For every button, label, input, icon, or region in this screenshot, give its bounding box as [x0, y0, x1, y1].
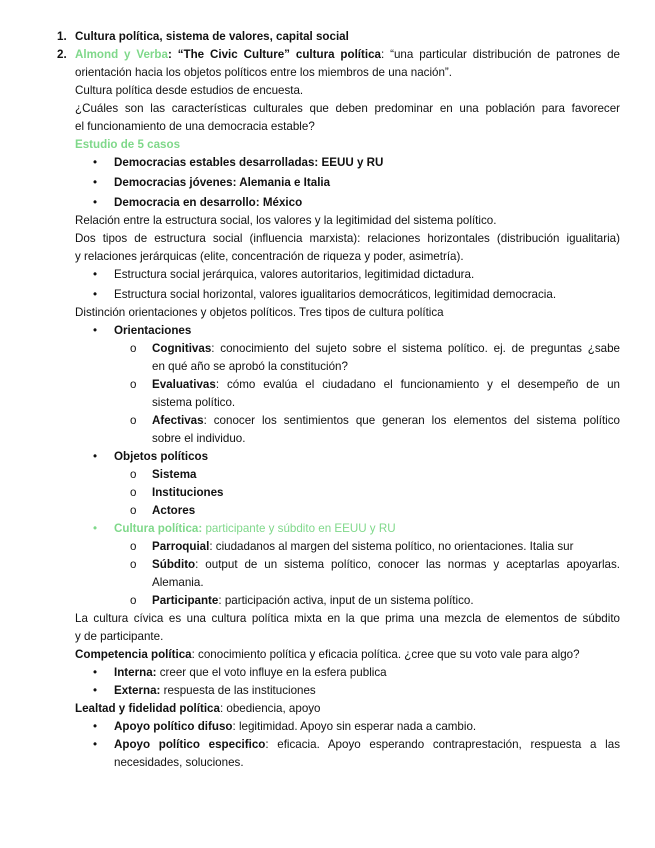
authors-name: Almond y Verba: [75, 48, 168, 61]
document-page: [0, 28, 655, 772]
list-item: [93, 520, 620, 538]
term: Lealtad y fidelidad política: [75, 702, 220, 715]
paragraph-line: Distinción orientaciones y objetos políticos. Tres tipos de cultura política: [75, 306, 444, 319]
definition: : participación activa, input de un sistema político.: [218, 594, 474, 607]
definition: : conocimiento del sujeto sobre el sistema político. ej. de preguntas ¿sabe: [211, 342, 620, 355]
definition: : legitimidad. Apoyo sin esperar nada a cambio.: [232, 720, 477, 733]
term: Participante: [152, 594, 219, 607]
objeto-text: Actores: [152, 504, 196, 517]
paragraph-line: [75, 646, 620, 664]
sub-bullet: o: [130, 486, 137, 499]
paragraph-line: en qué año se aprobó la constitución?: [152, 360, 348, 373]
term: Parroquial: [152, 540, 210, 553]
term: Cognitivas: [152, 342, 212, 355]
paragraph-line: sobre el individuo.: [152, 432, 246, 445]
bullet: •: [93, 176, 98, 189]
list-item: [93, 448, 620, 466]
sub-bullet: o: [130, 558, 137, 571]
list-item: [93, 266, 620, 284]
bullet: •: [93, 288, 98, 301]
definition: : conocer los sentimientos que generan los elementos del sistema político: [203, 414, 620, 427]
bullet: •: [93, 450, 98, 463]
paragraph-line: el funcionamiento de una democracia estable?: [75, 120, 315, 133]
caso-text: Democracias jóvenes: Alemania e Italia: [114, 176, 331, 189]
term: Afectivas: [152, 414, 204, 427]
bullet: •: [93, 522, 98, 535]
term: Apoyo político especifico: [114, 738, 266, 751]
authors-colon: :: [167, 48, 172, 61]
definition: : conocimiento política y eficacia política. ¿cree que su voto vale para algo?: [191, 648, 580, 661]
sub-list-item: [130, 376, 620, 394]
estudio-heading: Estudio de 5 casos: [75, 138, 181, 151]
definition: creer que el voto influye en la esfera publica: [156, 666, 387, 679]
caso-text: Democracias estables desarrolladas: EEUU y RU: [114, 156, 384, 169]
bullet: •: [93, 684, 98, 697]
definition: respuesta de las instituciones: [160, 684, 316, 697]
sub-bullet: o: [130, 594, 137, 607]
term: Apoyo político difuso: [114, 720, 233, 733]
sub-list-item: [130, 502, 620, 520]
bullet: •: [93, 268, 98, 281]
caso-text: Democracia en desarrollo: México: [114, 196, 303, 209]
estructura-text: Estructura social horizontal, valores igualitarios democráticos, legitimidad democracia.: [114, 288, 557, 301]
list-item: [93, 322, 620, 340]
definition: : ciudadanos al margen del sistema político, no orientaciones. Italia sur: [209, 540, 574, 553]
bullet: •: [93, 324, 98, 337]
objetos-title: Objetos políticos: [114, 450, 209, 463]
orientaciones-title: Orientaciones: [114, 324, 192, 337]
cultura-politica-term: Cultura política:: [114, 522, 203, 535]
sub-list-item: [130, 592, 620, 610]
sub-bullet: o: [130, 504, 137, 517]
paragraph-line: necesidades, soluciones.: [114, 756, 244, 769]
list-item: [93, 664, 620, 682]
paragraph-line: ¿Cuáles son las características culturales que deben predominar en una población para favorecer: [75, 102, 620, 115]
term: Interna:: [114, 666, 157, 679]
paragraph-line: sistema político.: [152, 396, 236, 409]
sub-list-item: [130, 556, 620, 574]
list-item: [93, 286, 620, 304]
sub-bullet: o: [130, 378, 137, 391]
section-heading: [75, 136, 620, 154]
list-item: [93, 154, 620, 172]
bullet: •: [93, 666, 98, 679]
paragraph-line: orientación hacia los objetos políticos entre los miembros de una nación”.: [75, 66, 453, 79]
sub-list-item: [130, 484, 620, 502]
definition: : output de un sistema político, conocer las normas y aceptarlas apoyarlas.: [195, 558, 620, 571]
sub-bullet: o: [130, 540, 137, 553]
sub-list-item: [130, 466, 620, 484]
term: Evaluativas: [152, 378, 216, 391]
list-item: [93, 194, 620, 212]
item-1-text: Cultura política, sistema de valores, capital social: [75, 30, 349, 43]
paragraph-line: Cultura política desde estudios de encuesta.: [75, 84, 304, 97]
paragraph-line: [75, 700, 620, 718]
sub-list-item: [130, 412, 620, 430]
bullet: •: [93, 738, 98, 751]
paragraph-line: y relaciones jerárquicas (elite, concentración de riqueza y poder, asimetría).: [75, 250, 464, 263]
definition-quote: : “una particular distribución de patrones de: [381, 48, 620, 61]
objeto-text: Sistema: [152, 468, 197, 481]
definition: : eficacia. Apoyo esperando contraprestación, respuesta a las: [265, 738, 621, 751]
list-item: [93, 174, 620, 192]
sub-bullet: o: [130, 468, 137, 481]
definition: : cómo evalúa el ciudadano el funcionamiento y el desempeño de un: [215, 378, 620, 391]
list-item: [93, 718, 620, 736]
list-item: [93, 736, 621, 754]
sub-bullet: o: [130, 342, 137, 355]
bullet: •: [93, 156, 98, 169]
paragraph-line: y de participante.: [75, 630, 164, 643]
term: Externa:: [114, 684, 161, 697]
paragraph-line: Dos tipos de estructura social (influencia marxista): relaciones horizontales (distribución igualitaria): [75, 232, 620, 245]
bullet: •: [93, 196, 98, 209]
paragraph-line: Alemania.: [152, 576, 204, 589]
numbered-item-2: [57, 46, 620, 64]
estructura-text: Estructura social jerárquica, valores autoritarios, legitimidad dictadura.: [114, 268, 475, 281]
sub-bullet: o: [130, 414, 137, 427]
cultura-politica-rest: participante y súbdito en EEUU y RU: [202, 522, 396, 535]
term: Súbdito: [152, 558, 196, 571]
list-item: [93, 682, 620, 700]
paragraph-line: Relación entre la estructura social, los valores y la legitimidad del sistema político.: [75, 214, 497, 227]
sub-list-item: [130, 340, 620, 358]
book-title: “The Civic Culture” cultura política: [171, 48, 381, 61]
numbered-item-1: [57, 28, 620, 46]
paragraph-line: La cultura cívica es una cultura política mixta en la que prima una mezcla de elementos de súbdito: [75, 612, 620, 625]
objeto-text: Instituciones: [152, 486, 224, 499]
bullet: •: [93, 720, 98, 733]
sub-list-item: [130, 538, 620, 556]
term: Competencia política: [75, 648, 192, 661]
list-number: 2.: [57, 48, 67, 61]
definition: : obediencia, apoyo: [219, 702, 321, 715]
list-number: 1.: [57, 30, 67, 43]
